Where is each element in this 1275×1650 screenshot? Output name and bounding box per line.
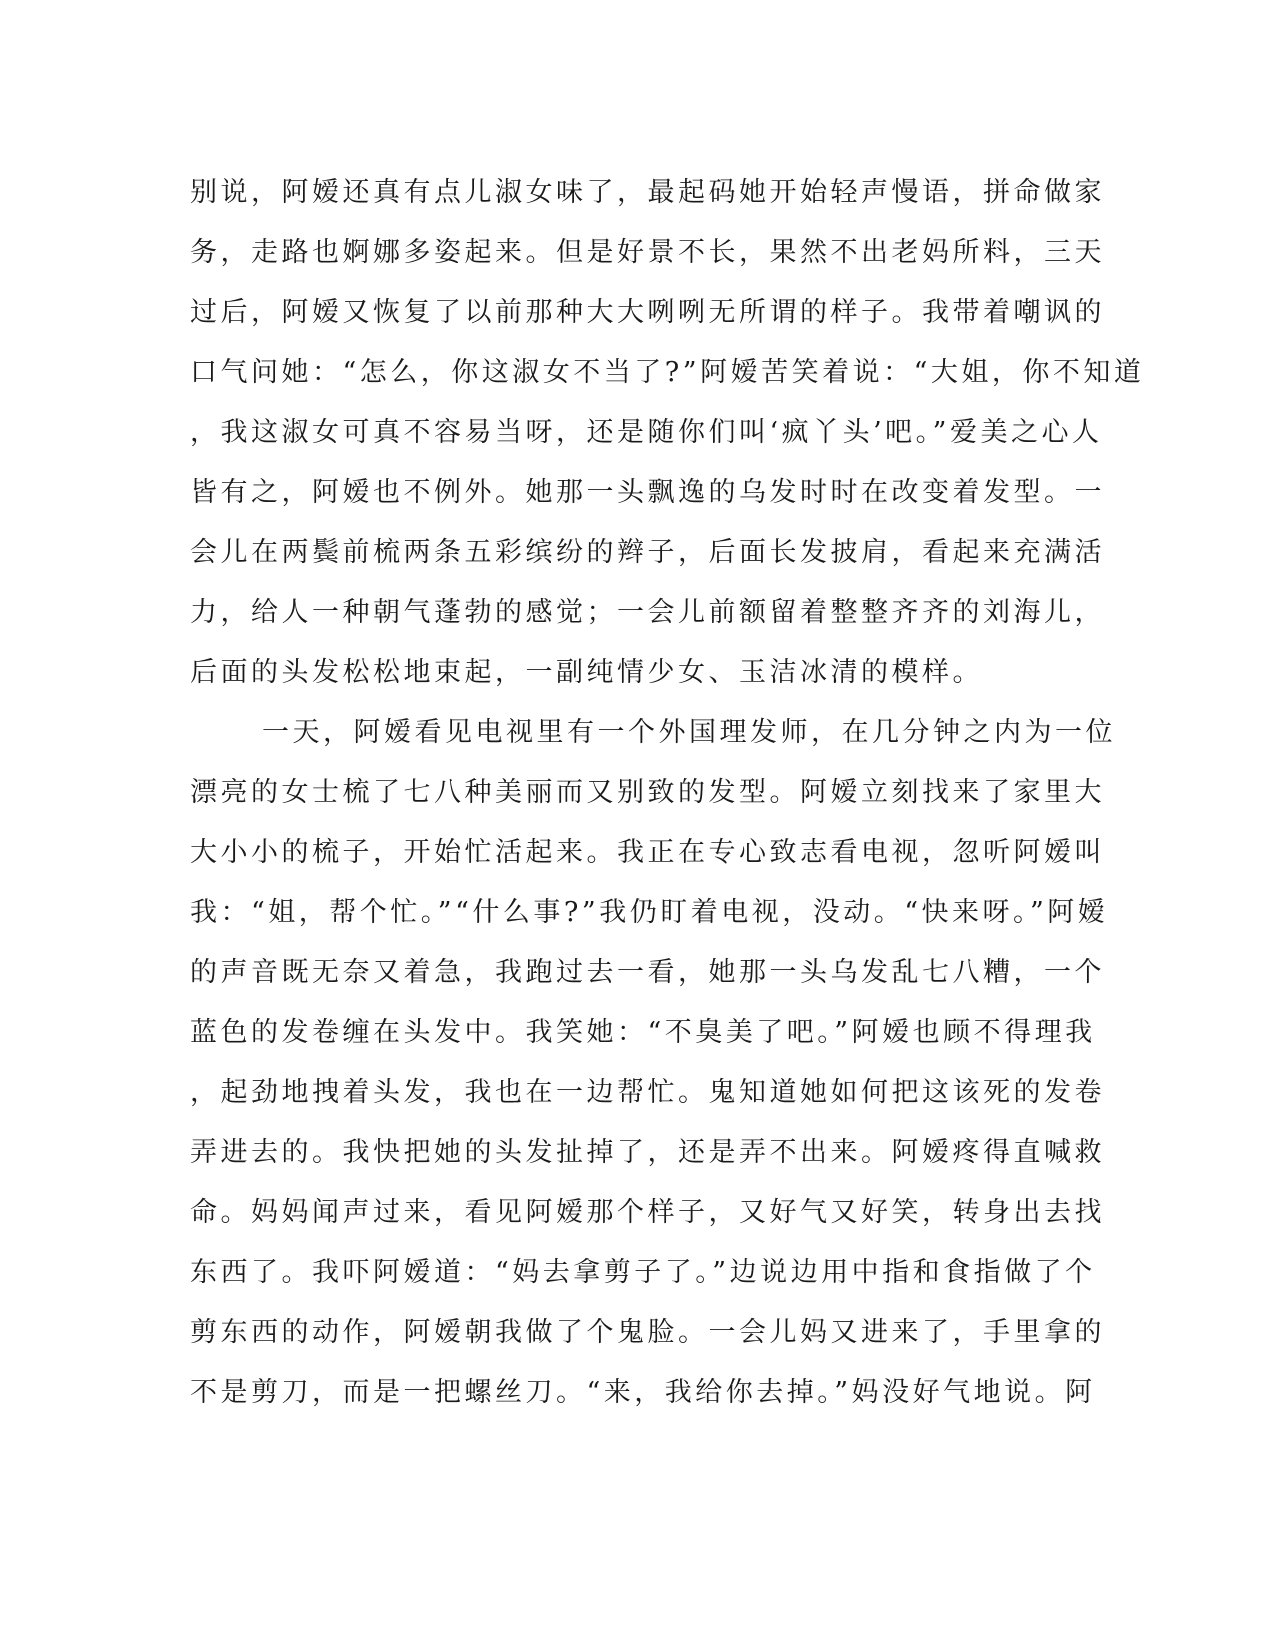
text-line: 大小小的梳子，开始忙活起来。我正在专心致志看电视，忽听阿嫒叫 [190, 837, 1105, 868]
text-line: 会儿在两鬓前梳两条五彩缤纷的辫子，后面长发披肩，看起来充满活 [190, 537, 1105, 568]
text-line: 弄进去的。我快把她的头发扯掉了，还是弄不出来。阿嫒疼得直喊救 [190, 1137, 1105, 1168]
text-line: ，起劲地拽着头发，我也在一边帮忙。鬼知道她如何把这该死的发卷 [190, 1077, 1105, 1108]
text-line: 过后，阿嫒又恢复了以前那种大大咧咧无所谓的样子。我带着嘲讽的 [190, 297, 1105, 328]
text-line: 别说，阿嫒还真有点儿淑女味了，最起码她开始轻声慢语，拼命做家 [190, 177, 1105, 208]
text-line: 我：“姐，帮个忙。”“什么事?”我仍盯着电视，没动。“快来呀。”阿嫒 [190, 897, 1109, 928]
body-text [190, 163, 1145, 1423]
text-line: 剪东西的动作，阿嫒朝我做了个鬼脸。一会儿妈又进来了，手里拿的 [190, 1317, 1105, 1348]
text-line: 蓝色的发卷缠在头发中。我笑她：“不臭美了吧。”阿嫒也顾不得理我 [190, 1017, 1096, 1048]
text-line: 后面的头发松松地束起，一副纯情少女、玉洁冰清的模样。 [190, 657, 983, 688]
text-line: 口气问她：“怎么，你这淑女不当了?”阿嫒苦笑着说：“大姐，你不知道 [190, 357, 1145, 388]
text-line: 务，走路也婀娜多姿起来。但是好景不长，果然不出老妈所料，三天 [190, 237, 1105, 268]
text-line: 皆有之，阿嫒也不例外。她那一头飘逸的乌发时时在改变着发型。一 [190, 477, 1105, 508]
text-line: 力，给人一种朝气蓬勃的感觉；一会儿前额留着整整齐齐的刘海儿， [190, 597, 1105, 628]
text-line: 不是剪刀，而是一把螺丝刀。“来，我给你去掉。”妈没好气地说。阿 [190, 1377, 1096, 1408]
text-line: 东西了。我吓阿嫒道：“妈去拿剪子了。”边说边用中指和食指做了个 [190, 1257, 1096, 1288]
paragraph-start-line: 一天，阿嫒看见电视里有一个外国理发师，在几分钟之内为一位 [262, 717, 1116, 748]
text-line: 漂亮的女士梳了七八种美丽而又别致的发型。阿嫒立刻找来了家里大 [190, 777, 1105, 808]
text-line: ，我这淑女可真不容易当呀，还是随你们叫‘疯丫头’吧。”爱美之心人 [190, 417, 1103, 448]
text-line: 命。妈妈闻声过来，看见阿嫒那个样子，又好气又好笑，转身出去找 [190, 1197, 1105, 1228]
text-line: 的声音既无奈又着急，我跑过去一看，她那一头乌发乱七八糟，一个 [190, 957, 1105, 988]
